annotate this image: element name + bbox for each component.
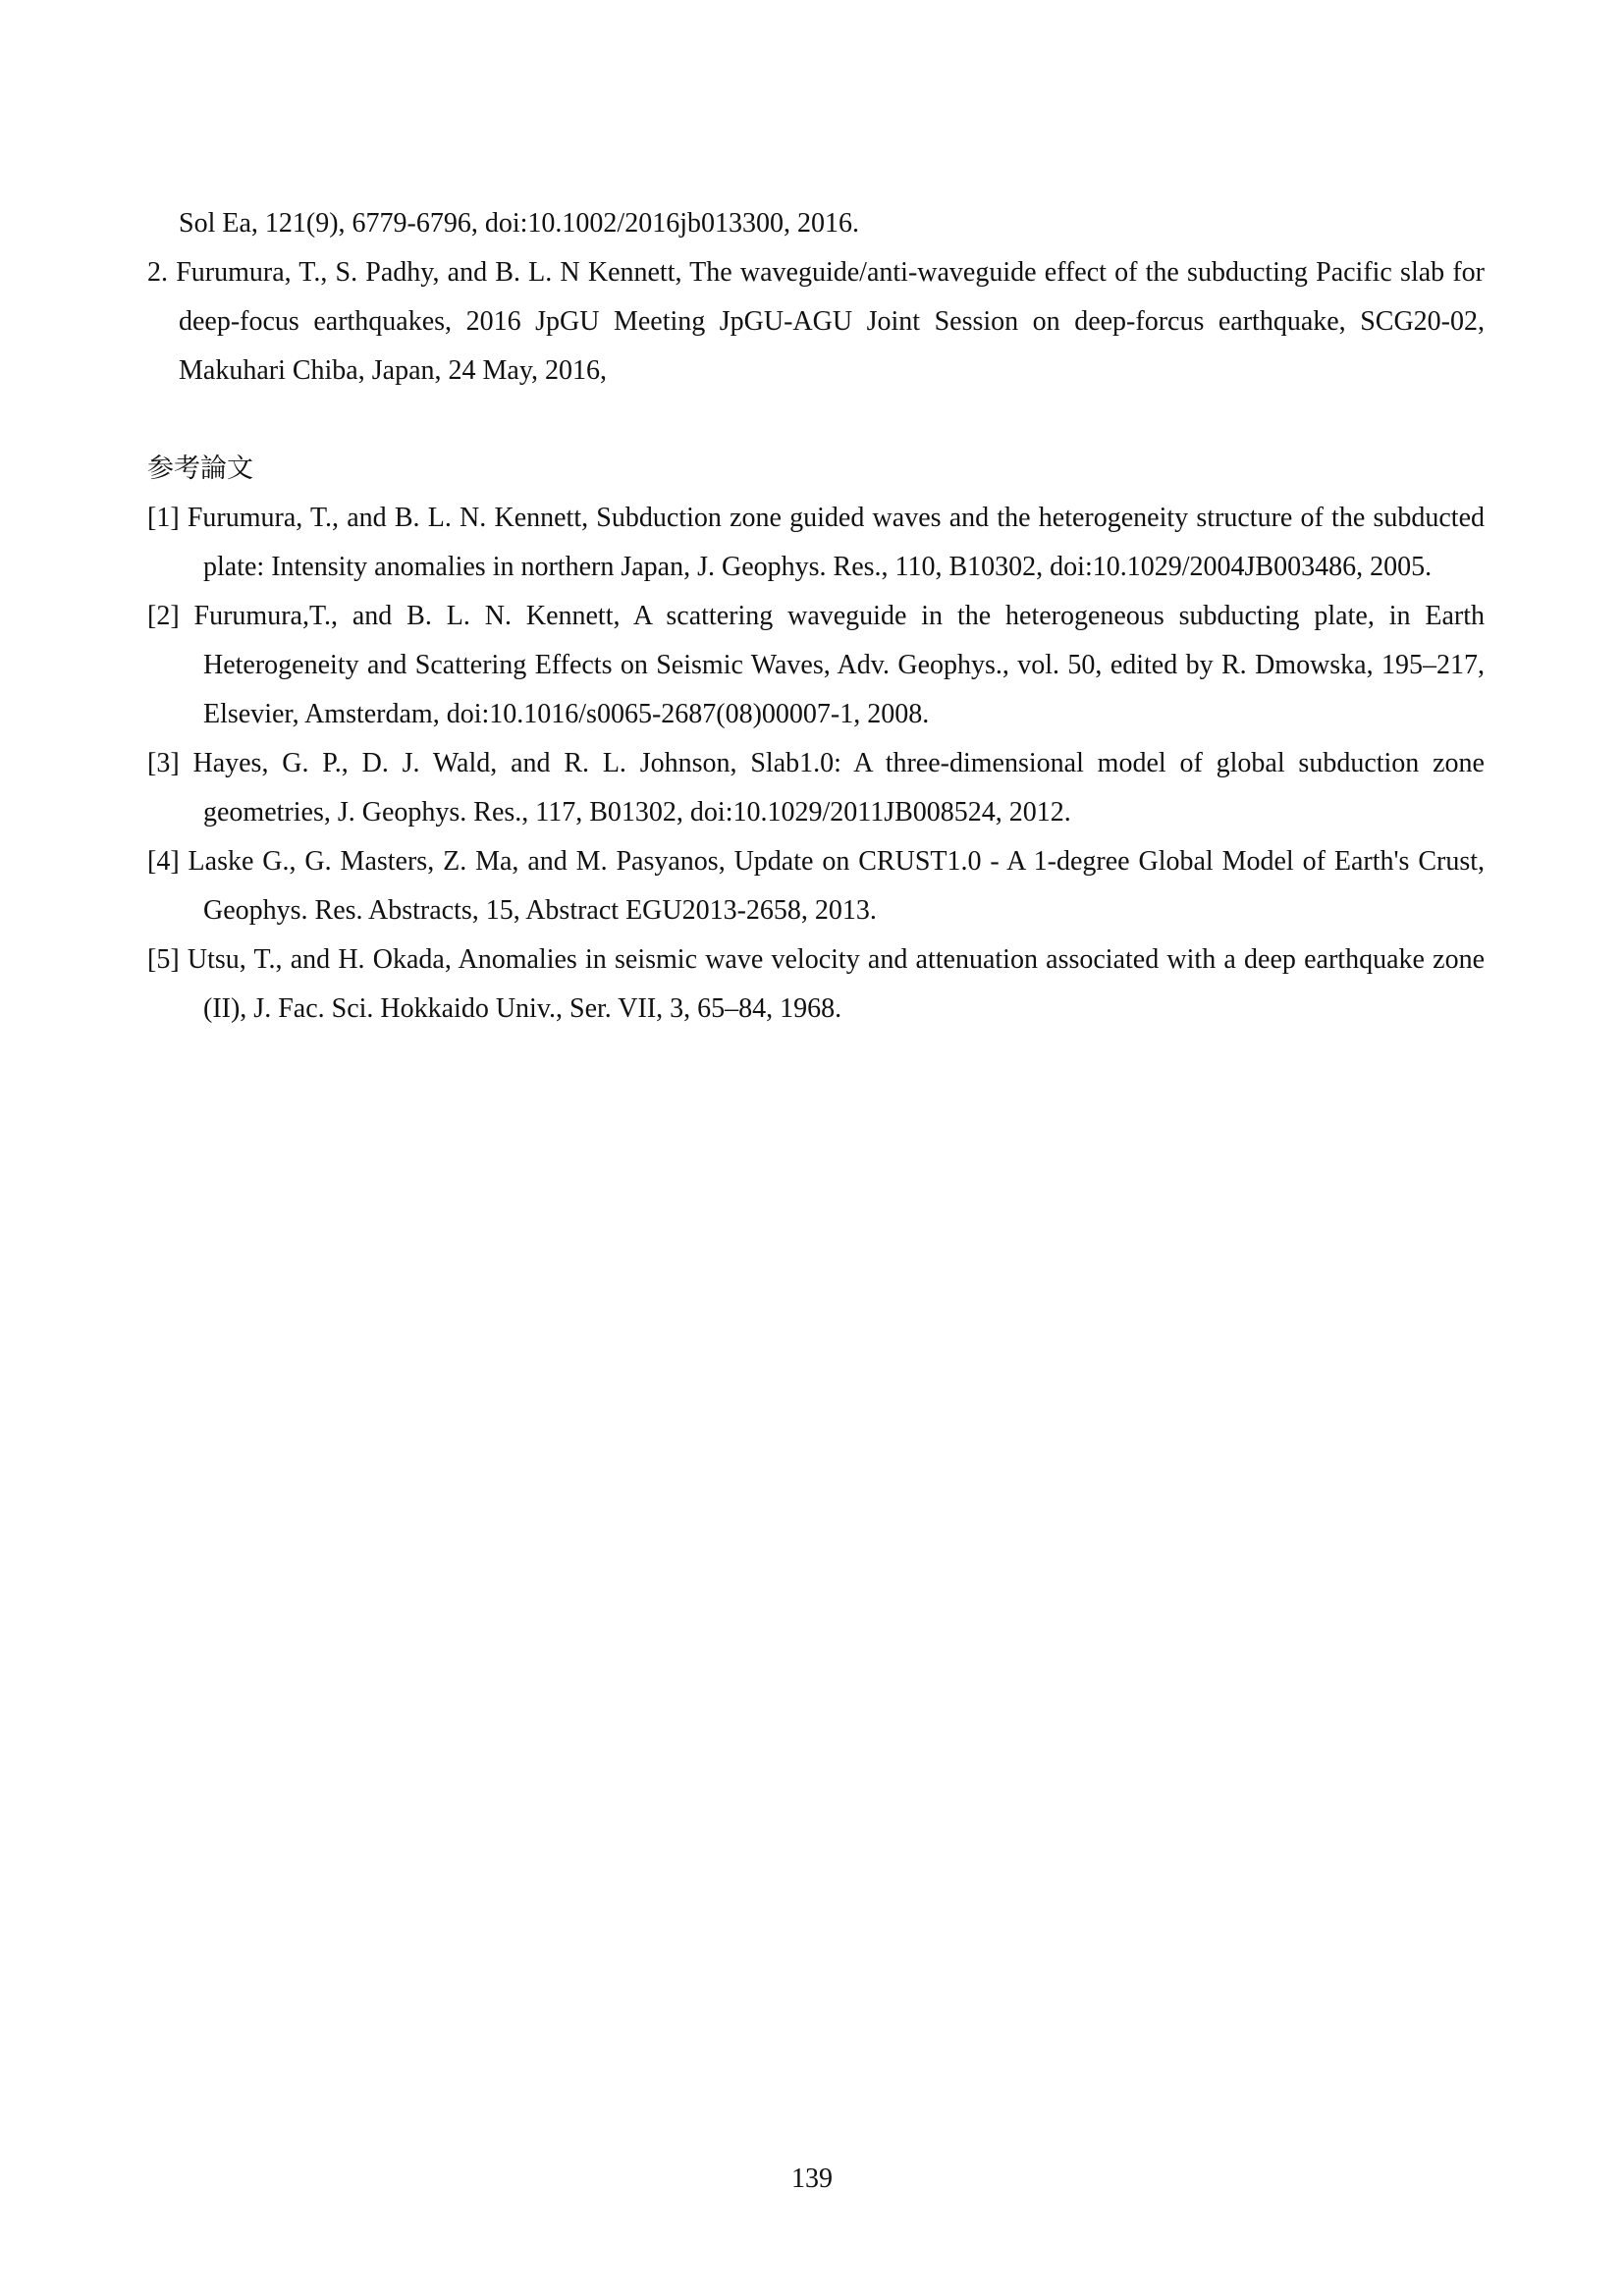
reference-item: [5] Utsu, T., and H. Okada, Anomalies in seismic wave velocity and attenuation associated with a deep earthquake zone (II), J. Fac. Sci. Hokkaido Univ., Ser. VII, 3, 65–84, 1968. bbox=[147, 944, 1485, 1024]
reference-item: [1] Furumura, T., and B. L. N. Kennett, Subduction zone guided waves and the heterogeneity structure of the subducted plate: Intensity anomalies in northern Japan, J. Geophys. Res., 110, B10302, doi:10.1029/2004JB003486, 2005. bbox=[147, 503, 1485, 582]
reference-item: [2] Furumura,T., and B. L. N. Kennett, A scattering waveguide in the heterogeneous subducting plate, in Earth Heterogeneity and Scattering Effects on Seismic Waves, Adv. Geophys., vol. 50, edited by R. Dmowska, 195–217, Elsevier, Amsterdam, doi:10.1016/s0065-2687(08)00007-1, 2008. bbox=[147, 601, 1485, 729]
reference-item: [4] Laske G., G. Masters, Z. Ma, and M. Pasyanos, Update on CRUST1.0 - A 1-degree Global Model of Earth's Crust, Geophys. Res. Abstracts, 15, Abstract EGU2013-2658, 2013. bbox=[147, 846, 1485, 926]
presentation-continuation: Sol Ea, 121(9), 6779-6796, doi:10.1002/2016jb013300, 2016. bbox=[179, 208, 859, 239]
page-number: 139 bbox=[791, 2163, 833, 2194]
reference-list bbox=[147, 494, 1485, 1034]
references-heading: 参考論文 bbox=[147, 454, 253, 484]
reference-item: [3] Hayes, G. P., D. J. Wald, and R. L. Johnson, Slab1.0: A three-dimensional model of global subduction zone geometries, J. Geophys. Res., 117, B01302, doi:10.1029/2011JB008524, 2012. bbox=[147, 748, 1485, 828]
page-content bbox=[147, 199, 1485, 1034]
presentation-item: 2. Furumura, T., S. Padhy, and B. L. N Kennett, The waveguide/anti-waveguide effect of the subducting Pacific slab for deep-focus earthquakes, 2016 JpGU Meeting JpGU-AGU Joint Session on deep-forcus earthquake, SCG20-02, Makuhari Chiba, Japan, 24 May, 2016, bbox=[147, 257, 1485, 386]
